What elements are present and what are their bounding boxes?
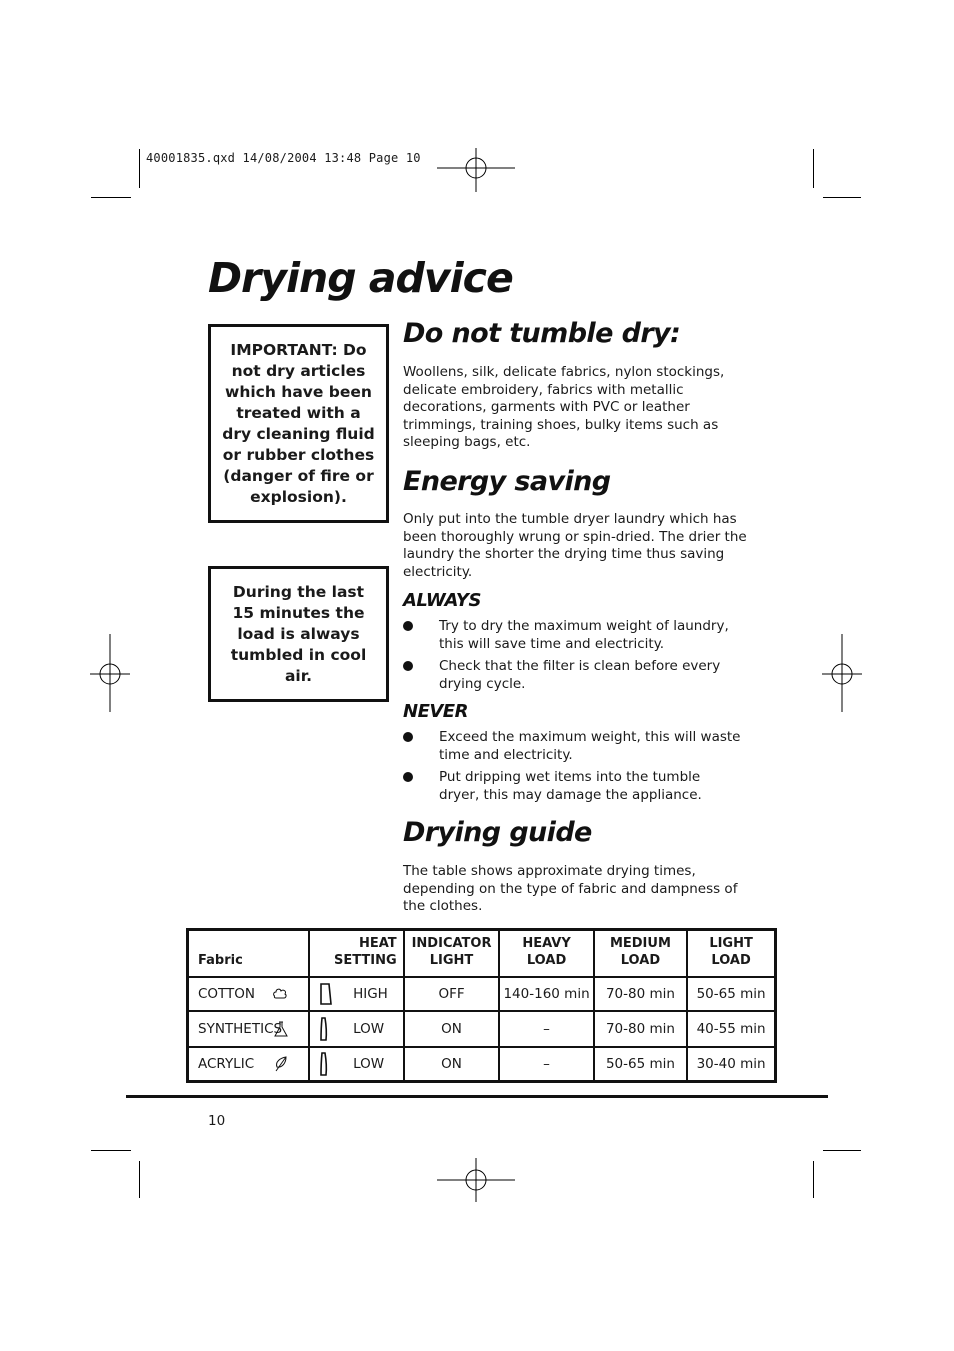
never-item	[403, 769, 748, 805]
fabric-cell	[188, 1047, 310, 1081]
col-header-heat-line2: SETTING	[333, 953, 397, 968]
light-load-cell: 40-55 min	[687, 1011, 775, 1047]
cool-air-note-text: During the last 15 minutes the load is always tumbled in cool air.	[230, 582, 367, 685]
table-row	[188, 977, 776, 1011]
always-item	[403, 618, 748, 654]
col-header-indicator-line1: INDICATOR	[411, 936, 492, 951]
fabric-cell	[188, 977, 310, 1011]
col-header-indicator-light	[404, 930, 500, 978]
energy-saving-heading: Energy saving	[403, 466, 611, 497]
energy-saving-text: Only put into the tumble dryer laundry which has been thoroughly wrung or spin-dried. The drier the laundry the shorter the drying time thus saving electricity.	[403, 511, 747, 580]
medium-load-cell: 70-80 min	[594, 1011, 687, 1047]
flask-icon	[274, 1021, 288, 1037]
file-slug: 40001835.qxd 14/08/2004 13:48 Page 10	[146, 151, 421, 165]
col-header-heavy-load	[499, 930, 593, 978]
table-row	[188, 1047, 776, 1081]
bullet-icon	[403, 772, 413, 782]
never-item-text: Exceed the maximum weight, this will waste time and electricity.	[439, 729, 741, 763]
drying-guide-heading: Drying guide	[403, 817, 592, 848]
important-warning-text: IMPORTANT: Do not dry articles which have been treated with a dry cleaning fluid or rubber clothes (danger of fire or explosion).	[222, 340, 375, 506]
table-header-row	[188, 930, 776, 978]
fabric-label: COTTON	[198, 986, 256, 1002]
col-header-medium-line2: LOAD	[620, 953, 661, 968]
always-item-text: Try to dry the maximum weight of laundry, this will save time and electricity.	[439, 618, 729, 652]
low-heat-icon	[319, 1016, 329, 1042]
col-header-heavy-line2: LOAD	[526, 953, 567, 968]
col-header-light-line2: LOAD	[711, 953, 751, 968]
drying-guide-table	[186, 928, 777, 1083]
heavy-load-cell: –	[499, 1047, 593, 1081]
bullet-icon	[403, 732, 413, 742]
registration-mark-bottom	[437, 1158, 517, 1204]
low-heat-icon	[319, 1051, 329, 1077]
cotton-icon	[272, 987, 288, 1001]
heat-setting-label: LOW	[353, 1055, 385, 1072]
light-load-cell: 30-40 min	[687, 1047, 775, 1081]
bullet-icon	[403, 661, 413, 671]
leaf-icon	[274, 1056, 288, 1072]
heat-setting-label: HIGH	[353, 986, 388, 1002]
never-item	[403, 729, 748, 765]
medium-load-cell: 70-80 min	[594, 977, 687, 1011]
col-header-heat-line1: HEAT	[358, 936, 397, 951]
heavy-load-cell: –	[499, 1011, 593, 1047]
col-header-indicator-line2: LIGHT	[429, 953, 474, 968]
col-header-heavy-line1: HEAVY	[522, 936, 571, 951]
col-header-fabric: Fabric	[188, 930, 310, 978]
indicator-light-cell: ON	[404, 1011, 500, 1047]
high-heat-icon	[319, 982, 333, 1006]
col-header-light-load	[687, 930, 775, 978]
medium-load-cell: 50-65 min	[594, 1047, 687, 1081]
table-row	[188, 1011, 776, 1047]
heat-setting-cell	[309, 1011, 404, 1047]
page-title: Drying advice	[208, 254, 513, 302]
page-number: 10	[208, 1113, 226, 1129]
col-header-medium-load	[594, 930, 687, 978]
footer-divider	[126, 1095, 828, 1098]
fabric-label: SYNTHETICS	[198, 1021, 283, 1037]
registration-mark-top	[437, 148, 517, 194]
heavy-load-cell: 140-160 min	[499, 977, 593, 1011]
registration-mark-right	[822, 634, 864, 714]
cool-air-note-box	[208, 566, 389, 702]
fabric-cell	[188, 1011, 310, 1047]
light-load-cell: 50-65 min	[687, 977, 775, 1011]
heat-setting-cell	[309, 977, 404, 1011]
always-item-text: Check that the filter is clean before every drying cycle.	[439, 658, 721, 692]
col-header-light-line1: LIGHT	[709, 936, 753, 951]
heat-setting-label: LOW	[353, 1021, 385, 1037]
indicator-light-cell: OFF	[404, 977, 500, 1011]
always-item	[403, 658, 748, 694]
always-heading: ALWAYS	[403, 590, 481, 611]
heat-setting-cell	[309, 1047, 404, 1081]
bullet-icon	[403, 621, 413, 631]
drying-guide-text: The table shows approximate drying times, depending on the type of fabric and dampness of the clothes.	[403, 863, 738, 914]
registration-mark-left	[90, 634, 132, 714]
do-not-tumble-heading: Do not tumble dry:	[403, 318, 681, 349]
never-item-text: Put dripping wet items into the tumble dryer, this may damage the appliance.	[439, 769, 702, 803]
important-warning-box	[208, 324, 389, 523]
indicator-light-cell: ON	[404, 1047, 500, 1081]
col-header-medium-line1: MEDIUM	[609, 936, 671, 951]
col-header-heat-setting	[309, 930, 404, 978]
do-not-tumble-text: Woollens, silk, delicate fabrics, nylon stockings, delicate embroidery, fabrics with metallic decorations, garments with PVC or leather trimmings, training shoes, bulky items such as sleeping bags, etc.	[403, 364, 725, 450]
fabric-label: ACRYLIC	[198, 1055, 255, 1072]
never-heading: NEVER	[403, 701, 468, 722]
